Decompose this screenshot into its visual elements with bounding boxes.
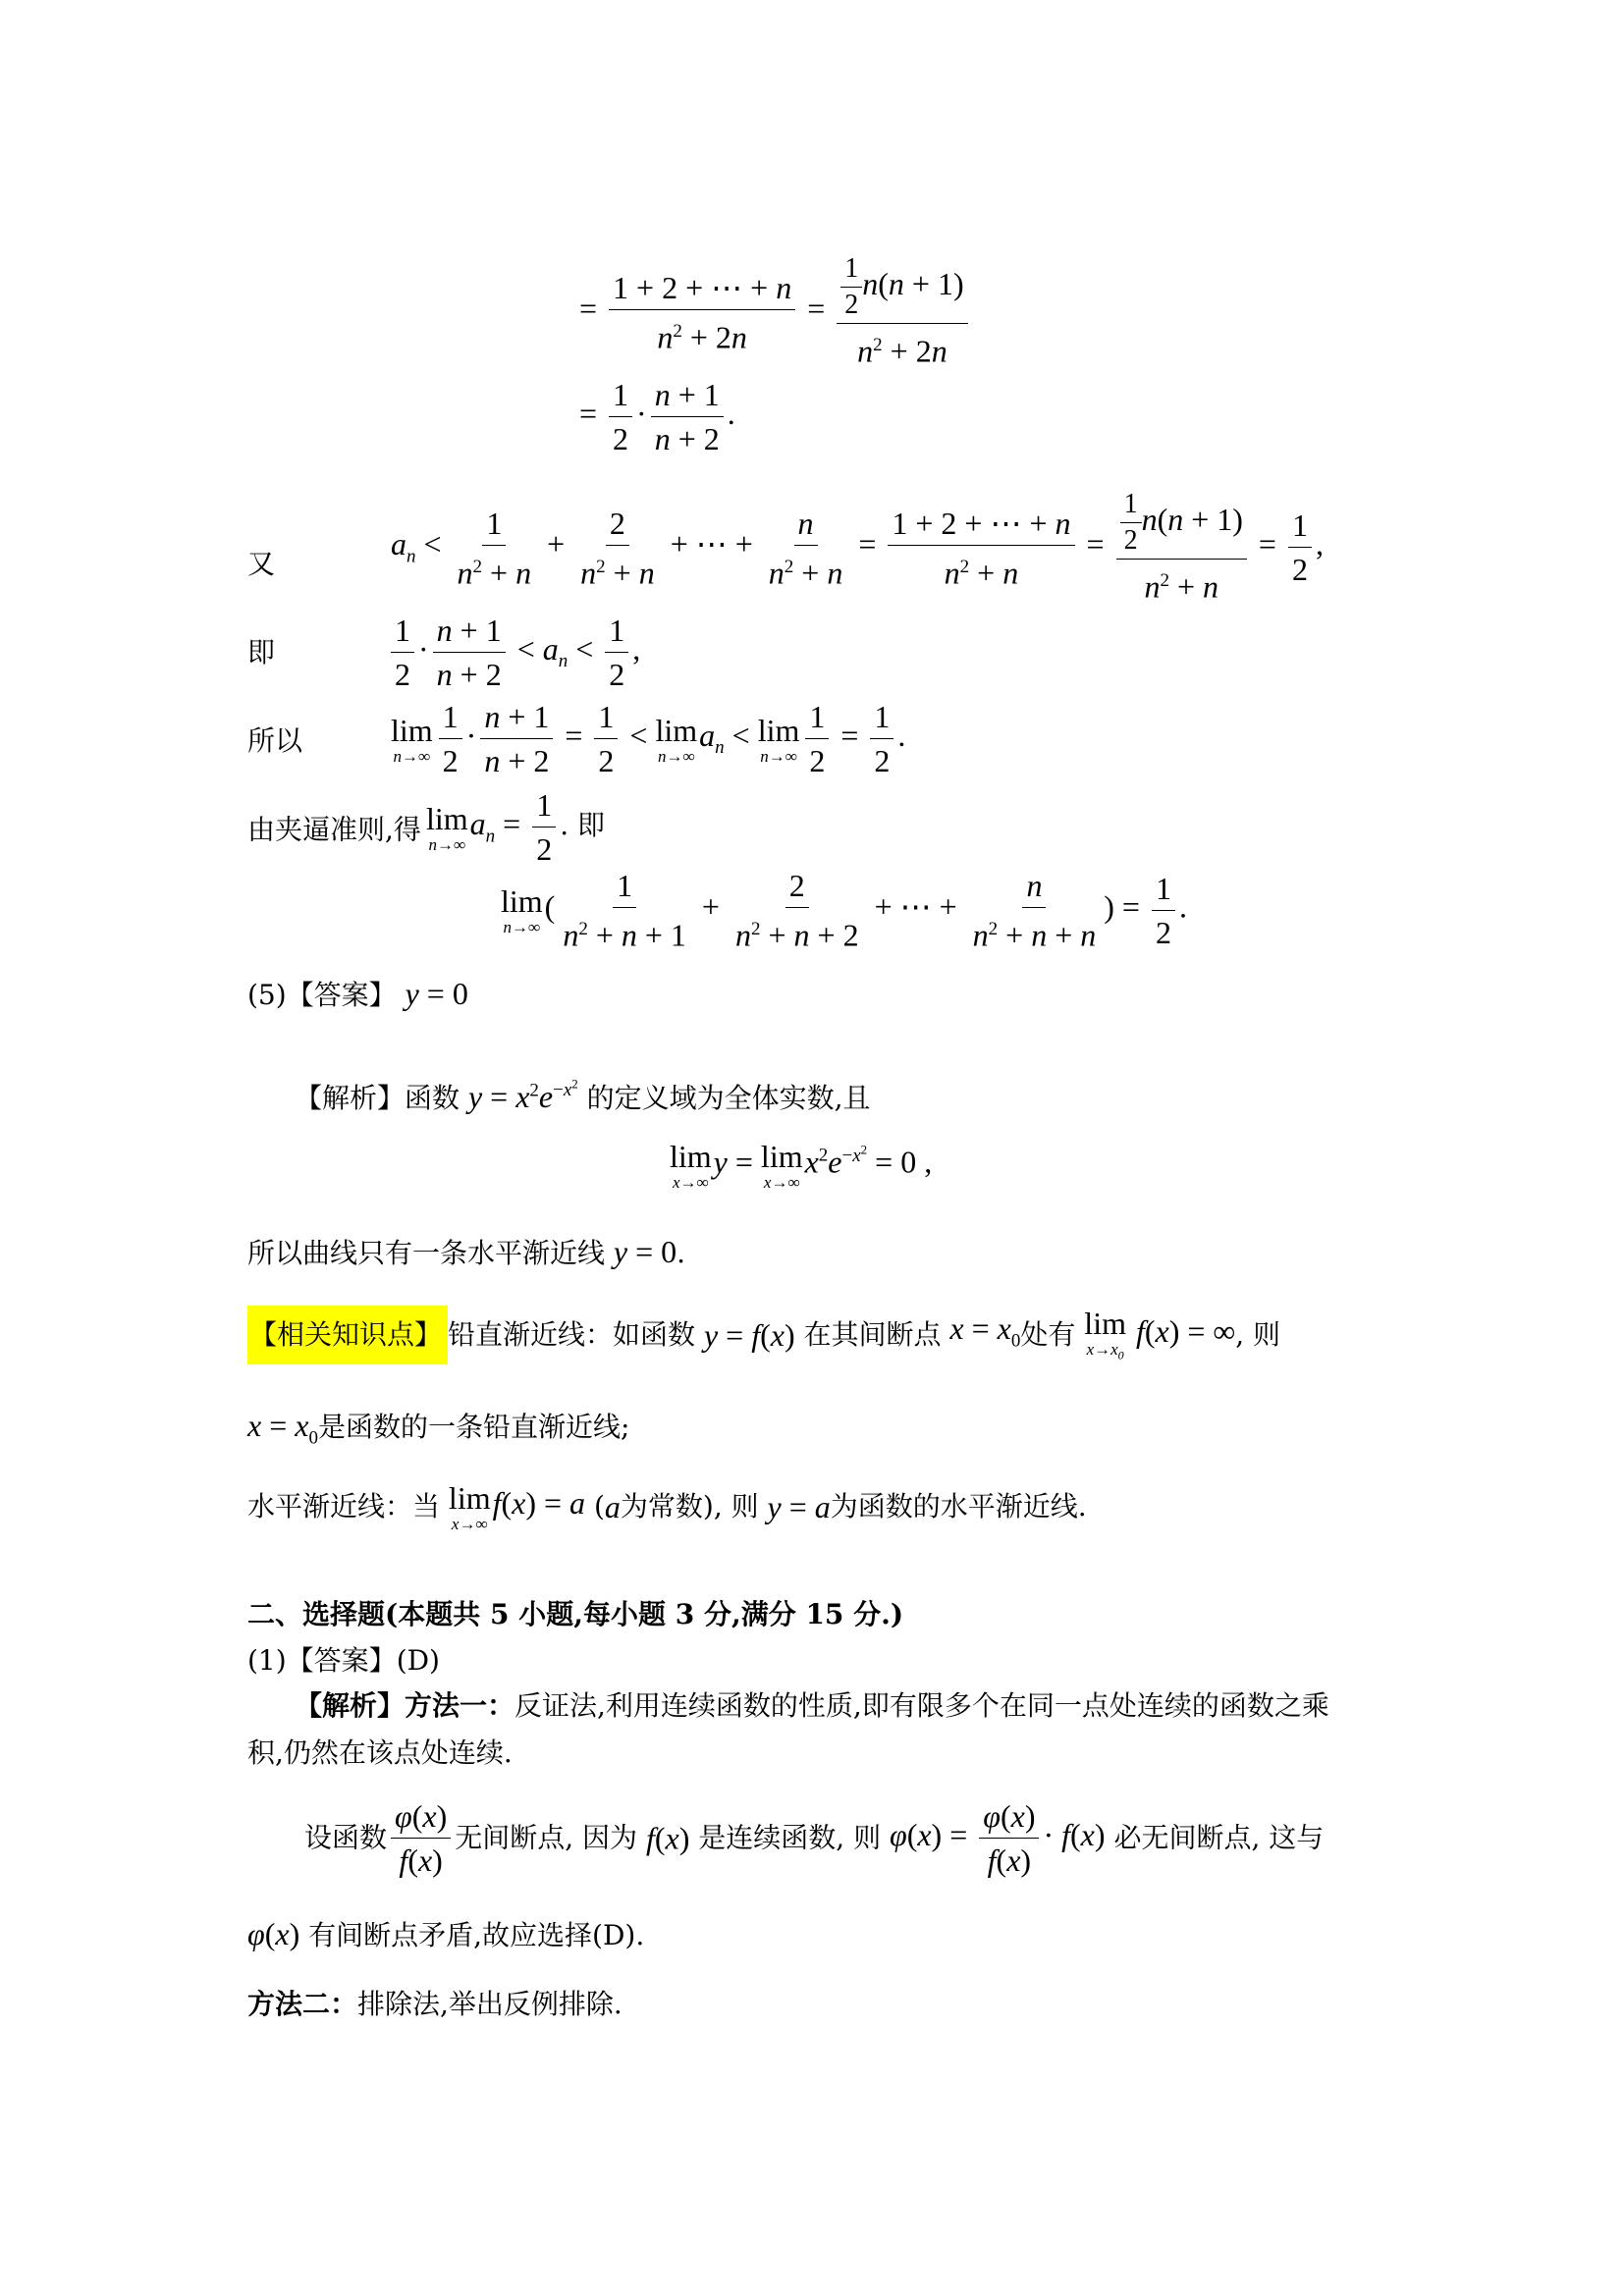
related-knowledge-line1: 【相关知识点】 铅直渐近线：如函数 y = f(x) 在其间断点 $x = x_0$处有 lim $x\to x_0$ f(x) = ∞, 则 [247,1306,1280,1364]
q1-answer [247,1641,440,1681]
squeeze-conclusion: 由夹逼准则,得 lim n→∞ $a_n$ = $\frac{1}{2}$ . 即 [247,787,606,867]
method-1-label: 方法一： [405,1689,515,1722]
equation-limit-y: lim x→∞ y = lim x→∞ $x^2e^{-x^2} = 0$ , [670,1139,933,1192]
setup-text-c: 是连续函数, 则 [698,1821,882,1854]
q1-number: (1) [247,1644,287,1677]
vert-text-d: , 则 [1235,1318,1281,1351]
equation-line-1: = $\frac{1 + 2 + \cdots + n}{n^2 + 2n}$ = $\frac{1}{2}$ n(n + 1) $n^2 + 2n$ [579,253,972,371]
section-2-title: 二、选择题(本题共 5 小题,每小题 3 分,满分 15 分.) [247,1598,904,1630]
q1-answer-tag: 【答案】 [286,1644,397,1677]
analysis-tag: 【解析】 [295,1081,406,1114]
method-2-line [247,1985,623,2024]
equation-line-2: = $\frac{1}{2}$ · $\frac{n + 1}{n + 2}$ . [579,377,735,456]
method-1-contradiction: φ(x) 有间断点矛盾,故应选择(D). [247,1916,645,1951]
setup-text-b: 无间断点, 因为 [455,1821,638,1854]
q1-answer-value: (D) [396,1644,440,1677]
related-knowledge-tag: 【相关知识点】 [247,1306,448,1364]
equation-limit-chain: lim n→∞ $\frac{1}{2}$ · $\frac{n + 1}{n + 2}$ = $\frac{1}{2}$ < lim n→∞ $a_n$ < lim n→∞ $\frac{1}{2}$ = $\frac{1}{2}$ . [391,699,906,778]
label-ji: 即 [247,636,276,668]
horiz-text-b: ( [593,1490,605,1522]
horiz-text-d: 为函数的水平渐近线. [830,1490,1087,1522]
q5-answer: (5)【答案】 y = 0 [247,976,468,1011]
contradiction-text: 有间断点矛盾,故应选择(D). [308,1919,645,1951]
vert-text-b: 在其间断点 [803,1318,942,1351]
setup-text-a: 设函数 [304,1821,388,1854]
horiz-text-c: 为常数), 则 [620,1490,759,1522]
q5-analysis: 【解析】函数 $y = x^2e^{-x^2}$ 的定义域为全体实数,且 [295,1077,871,1114]
q5-number: (5) [247,979,287,1011]
method-1-text: 反证法,利用连续函数的性质,即有限多个在同一点处连续的函数之乘 [514,1689,1329,1722]
horiz-text-a: 水平渐近线：当 [247,1490,441,1522]
setup-text-d: 必无间断点, 这与 [1113,1821,1325,1854]
horizontal-asymptote-line: 水平渐近线：当 lim x→∞ f(x) = a (a为常数), 则 y = a为函数的水平渐近线. [247,1480,1087,1533]
analysis-text-a: 函数 [405,1081,460,1114]
vert-line2-text: 是函数的一条铅直渐近线; [317,1411,630,1443]
related-knowledge-line2: $x = x_0$是函数的一条铅直渐近线; [247,1408,630,1449]
vert-text-c: 处有 [1020,1318,1076,1351]
squeeze-text: 由夹逼准则,得 [247,813,421,846]
equation-final-limit: lim n→∞ ( $\frac{1}{n^2 + n + 1}$ + $\frac{2}{n^2 + n + 2}$ + ⋯ + $\frac{n}{n^2 + n + n}$ ) = $\frac{1}{2}$ . [501,868,1187,953]
method-1-setup: 设函数 $\frac{\varphi(x)}{f(x)}$ 无间断点, 因为 f(x) 是连续函数, 则 φ(x) = $\frac{\varphi(x)}{f(x)}$ · f(x) 必无间断点, 这与 [304,1798,1325,1878]
vertical-asymptote-text: 铅直渐近线：如函数 [448,1318,696,1351]
conclusion-text: 所以曲线只有一条水平渐近线 [247,1237,606,1269]
answer-tag: 【答案】 [286,979,397,1011]
label-suoyi: 所以 [247,724,303,757]
method-1-line2: 积,仍然在该点处连续. [247,1736,513,1769]
asymptote-conclusion: 所以曲线只有一条水平渐近线 y = 0. [247,1234,686,1269]
analysis-text-b: 的定义域为全体实数,且 [586,1081,871,1114]
equation-upper-bound: $a_n$ < $\frac{1}{n^2 + n}$ + $\frac{2}{n^2 + n}$ + ⋯ + $\frac{n}{n^2 + n}$ = $\frac{1 + 2 + \cdots + n}{n^2 + n}$ = $\frac{1}{2}$ n(n + 1) $n^2 + n$ = $\frac{1}{2}$ , [391,489,1324,605]
method-2-label: 方法二： [247,1988,358,2020]
ji-text: 即 [577,808,606,841]
equation-squeeze-bounds: $\frac{1}{2}$ · $\frac{n + 1}{n + 2}$ < $a_n$ < $\frac{1}{2}$ , [391,611,640,694]
method-1-line1 [295,1686,1329,1726]
label-you: 又 [247,548,276,580]
method-1-analysis-tag: 【解析】 [295,1689,406,1722]
method-2-text: 排除法,举出反例排除. [357,1988,623,2020]
